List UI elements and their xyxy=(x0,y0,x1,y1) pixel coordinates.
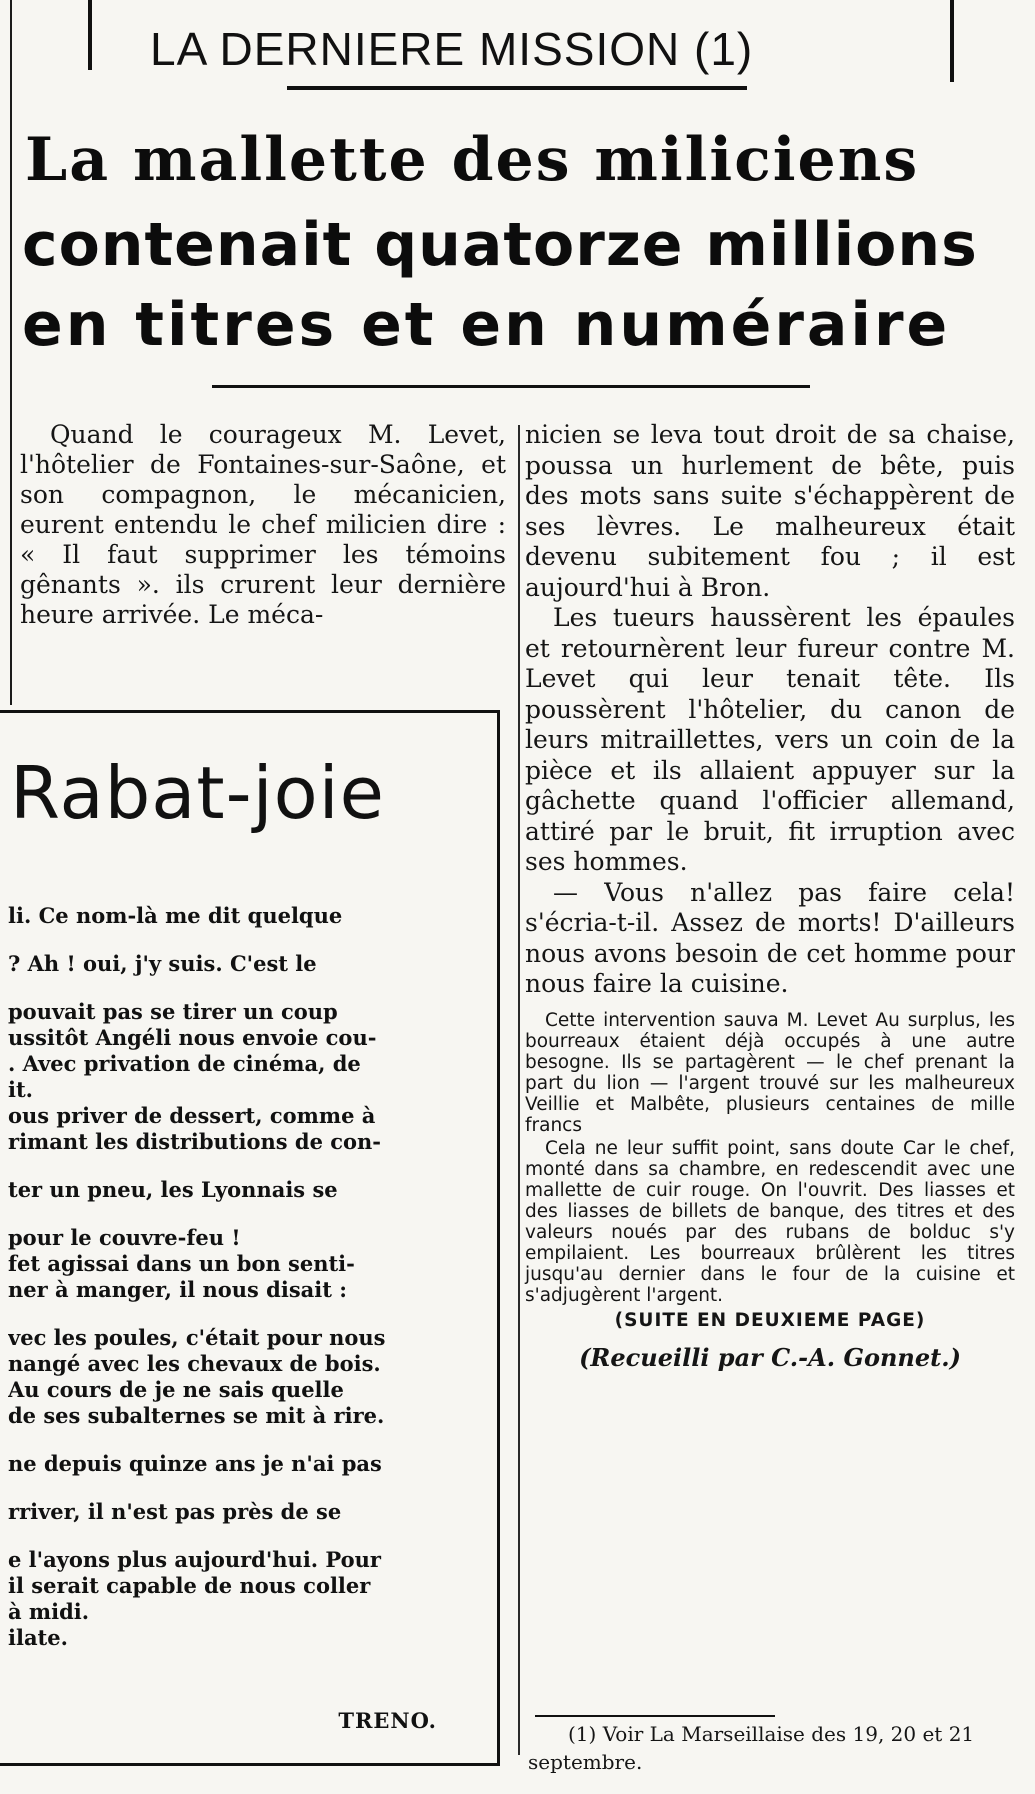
sidebar-line: pour le couvre-feu ! xyxy=(8,1225,241,1250)
sidebar-line: rriver, il n'est pas près de se xyxy=(8,1499,342,1524)
sidebar-signature: TRENO. xyxy=(338,1708,437,1733)
sidebar-line: ner à manger, il nous disait : xyxy=(8,1277,347,1302)
sidebar-line: e l'ayons plus aujourd'hui. Pour xyxy=(8,1547,381,1572)
article-paragraph: Cette intervention sauva M. Levet Au surplus, les bourreaux étaient déjà occupés à une autre besogne. Ils se partagèrent — le chef prenant la part du lion — l'argent trouvé sur les malheureux Veillie et Malbête, plusieurs centaines de mille francs xyxy=(525,1009,1015,1136)
sidebar-line: Au cours de je ne sais quelle xyxy=(8,1377,344,1402)
rabat-joie-sidebar xyxy=(0,710,500,1766)
sidebar-line: ? Ah ! oui, j'y suis. C'est le xyxy=(8,951,317,976)
headline-line-3: en titres et en numéraire xyxy=(22,290,951,360)
footnote: (1) Voir La Marseillaise des 19, 20 et 21 septembre. xyxy=(528,1722,975,1774)
sidebar-line: pouvait pas se tirer un coup xyxy=(8,999,338,1024)
sidebar-text xyxy=(8,903,468,1651)
article-intro: Quand le courageux M. Levet, l'hôtelier de Fontaines-sur-Saône, et son compagnon, le mécanicien, eurent entendu le chef milicien dire : « Il faut supprimer les témoins gênants ». ils crurent leur dernière heure arrivée. Le méca- xyxy=(20,420,506,629)
headline-rule xyxy=(212,385,810,388)
sidebar-line: ne depuis quinze ans je n'ai pas xyxy=(8,1451,382,1476)
sidebar-line: fet agissai dans un bon senti- xyxy=(8,1251,355,1276)
sidebar-title: Rabat-joie xyxy=(10,751,385,835)
footnote-rule xyxy=(535,1715,775,1717)
continued-notice: (SUITE EN DEUXIEME PAGE) xyxy=(614,1309,926,1331)
sidebar-line: il serait capable de nous coller xyxy=(8,1573,371,1598)
sidebar-line: ter un pneu, les Lyonnais se xyxy=(8,1177,338,1202)
headline-line-2: contenait quatorze millions xyxy=(22,210,978,280)
sidebar-line: li. Ce nom-là me dit quelque xyxy=(8,903,343,928)
sidebar-line: ilate. xyxy=(8,1625,68,1650)
headline-line-1: La mallette des miliciens xyxy=(25,125,920,195)
sidebar-line: it. xyxy=(8,1077,33,1102)
article-right-column xyxy=(525,420,1015,1372)
byline: (Recueilli par C.-A. Gonnet.) xyxy=(579,1342,961,1372)
article-paragraph: — Vous n'allez pas faire cela! s'écria-t-il. Assez de morts! D'ailleurs nous avons besoin de cet homme pour nous faire la cuisine. xyxy=(525,877,1015,998)
kicker-title: LA DERNIERE MISSION (1) xyxy=(150,23,754,75)
article-paragraph: Les tueurs haussèrent les épaules et retournèrent leur fureur contre M. Levet qui leur tenait tête. Ils poussèrent l'hôtelier, du canon de leurs mitraillettes, vers un coin de la pièce et ils allaient appuyer sur la gâchette quand l'officier allemand, attiré par le bruit, fit irruption avec ses hommes. xyxy=(525,603,1015,876)
column-divider xyxy=(518,425,520,1755)
article-intro-column xyxy=(20,420,506,630)
sidebar-line: nangé avec les chevaux de bois. xyxy=(8,1351,381,1376)
sidebar-line: rimant les distributions de con- xyxy=(8,1129,382,1154)
kicker-underline xyxy=(287,86,747,90)
left-frame-rule xyxy=(10,0,12,705)
sidebar-line: à midi. xyxy=(8,1599,90,1624)
sidebar-line: ous priver de dessert, comme à xyxy=(8,1103,376,1128)
sidebar-line: de ses subalternes se mit à rire. xyxy=(8,1403,385,1428)
sidebar-line: ussitôt Angéli nous envoie cou- xyxy=(8,1025,377,1050)
sidebar-line: . Avec privation de cinéma, de xyxy=(8,1051,361,1076)
sidebar-line: vec les poules, c'était pour nous xyxy=(8,1325,386,1350)
article-paragraph: Cela ne leur suffit point, sans doute Car le chef, monté dans sa chambre, en redescendit avec une mallette de cuir rouge. On l'ouvrit. Des liasses et des liasses de billets de banque, des titres et des valeurs noués par des rubans de bolduc s'y empilaient. Les bourreaux brûlèrent les titres jusqu'au dernier dans le four de la cuisine et s'adjugèrent l'argent. xyxy=(525,1137,1015,1306)
article-paragraph: nicien se leva tout droit de sa chaise, poussa un hurlement de bête, puis des mots sans suite s'échappèrent de ses lèvres. Le malheureux était devenu subitement fou ; il est aujourd'hui à Bron. xyxy=(525,420,1015,602)
